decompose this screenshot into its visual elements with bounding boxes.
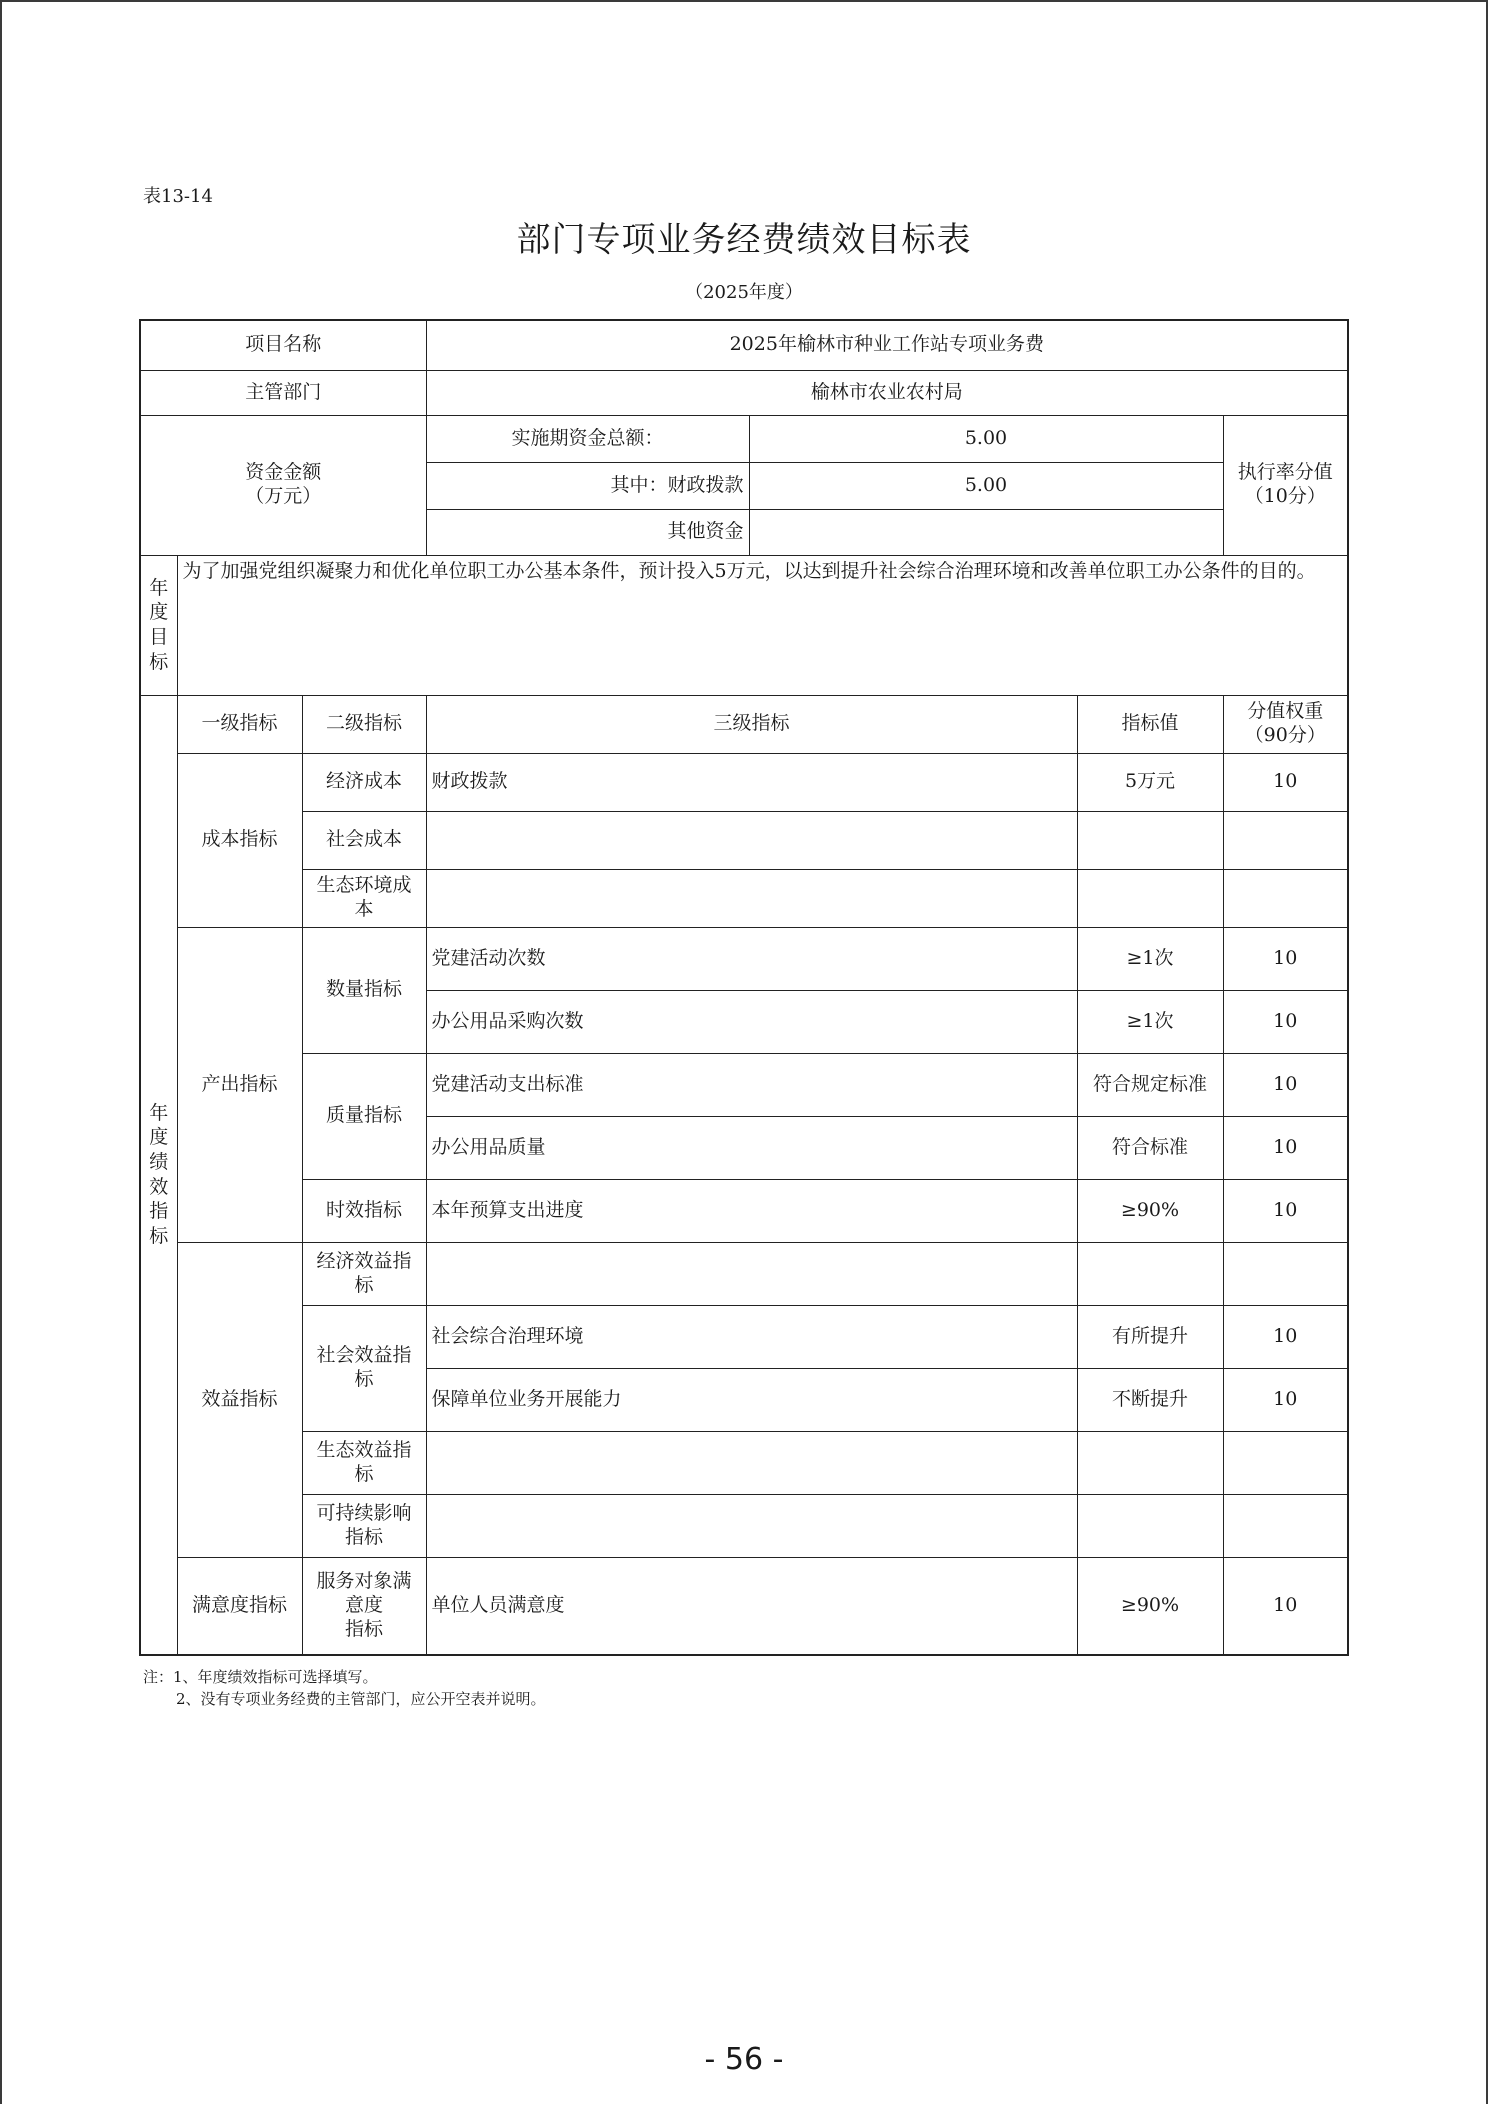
sustainable-impact-label: 可持续影响指标 (302, 1494, 426, 1557)
weight-cell: 10 (1223, 1179, 1348, 1242)
table-row (140, 1557, 1348, 1655)
value-cell: ≥1次 (1077, 990, 1223, 1053)
ecological-benefit-label: 生态效益指标 (302, 1431, 426, 1494)
level3-cell: 社会综合治理环境 (426, 1305, 1077, 1368)
weight-cell: 10 (1223, 1557, 1348, 1655)
weight-cell: 10 (1223, 990, 1348, 1053)
level3-cell (426, 1494, 1077, 1557)
header-level2: 二级指标 (302, 695, 426, 753)
weight-cell: 10 (1223, 753, 1348, 811)
funds-label-line1: 资金金额 (245, 461, 322, 484)
level2-cell: 生态环境成本 (302, 869, 426, 927)
value-cell: 不断提升 (1077, 1368, 1223, 1431)
annual-goal-label-text: 年度目标 (149, 576, 169, 673)
value-cell (1077, 869, 1223, 927)
execution-rate-label (1223, 415, 1348, 555)
funds-total-label: 实施期资金总额： (426, 415, 749, 462)
weight-cell (1223, 1242, 1348, 1305)
page-border-left (0, 0, 2, 2104)
level3-cell (426, 869, 1077, 927)
table-row (140, 1431, 1348, 1494)
level3-cell: 财政拨款 (426, 753, 1077, 811)
table-row (140, 1179, 1348, 1242)
quantity-indicator-label: 数量指标 (302, 927, 426, 1053)
header-weight (1223, 695, 1348, 753)
weight-cell: 10 (1223, 1368, 1348, 1431)
project-name-value: 2025年榆林市种业工作站专项业务费 (426, 320, 1348, 370)
department-row (140, 370, 1348, 415)
funds-label (140, 415, 426, 555)
satisfaction-level2-line1: 服务对象满意度 (316, 1570, 412, 1616)
level3-cell: 办公用品质量 (426, 1116, 1077, 1179)
table-number: 表13-14 (143, 186, 213, 207)
funds-other-value (749, 509, 1223, 555)
value-cell (1077, 1242, 1223, 1305)
weight-cell (1223, 1431, 1348, 1494)
value-cell: ≥90% (1077, 1557, 1223, 1655)
department-value: 榆林市农业农村局 (426, 370, 1348, 415)
execution-rate-line2: （10分） (1244, 485, 1326, 507)
satisfaction-level2-line2: 指标 (344, 1617, 383, 1640)
satisfaction-level2-label (302, 1557, 426, 1655)
annual-goal-text: 为了加强党组织凝聚力和优化单位职工办公基本条件，预计投入5万元，以达到提升社会综合治理环境和改善单位职工办公条件的目的。 (177, 555, 1348, 695)
economic-benefit-label: 经济效益指标 (302, 1242, 426, 1305)
funds-fiscal-label: 其中：财政拨款 (426, 462, 749, 509)
satisfaction-indicator-label: 满意度指标 (177, 1557, 302, 1655)
output-indicator-label: 产出指标 (177, 927, 302, 1242)
social-benefit-label: 社会效益指标 (302, 1305, 426, 1431)
table-row (140, 753, 1348, 811)
weight-cell (1223, 869, 1348, 927)
weight-cell: 10 (1223, 927, 1348, 990)
funds-total-row (140, 415, 1348, 462)
benefit-indicator-label: 效益指标 (177, 1242, 302, 1557)
execution-rate-line1: 执行率分值 (1237, 461, 1333, 484)
value-cell: 5万元 (1077, 753, 1223, 811)
value-cell: 符合标准 (1077, 1116, 1223, 1179)
value-cell: ≥90% (1077, 1179, 1223, 1242)
level2-cell: 经济成本 (302, 753, 426, 811)
project-name-label: 项目名称 (140, 320, 426, 370)
header-value: 指标值 (1077, 695, 1223, 753)
project-name-row (140, 320, 1348, 370)
level3-cell (426, 1431, 1077, 1494)
header-level3: 三级指标 (426, 695, 1077, 753)
cost-indicator-label: 成本指标 (177, 753, 302, 927)
value-cell (1077, 1494, 1223, 1557)
header-level1: 一级指标 (177, 695, 302, 753)
table-row (140, 1242, 1348, 1305)
table-row (140, 1053, 1348, 1116)
page-title: 部门专项业务经费绩效目标表 (516, 220, 972, 260)
table-row (140, 869, 1348, 927)
level3-cell: 保障单位业务开展能力 (426, 1368, 1077, 1431)
level3-cell (426, 811, 1077, 869)
page-border-top (0, 0, 1488, 2)
funds-fiscal-value: 5.00 (749, 462, 1223, 509)
weight-cell (1223, 811, 1348, 869)
level3-cell: 党建活动支出标准 (426, 1053, 1077, 1116)
header-weight-line1: 分值权重 (1247, 700, 1324, 723)
funds-label-line2: （万元） (245, 485, 322, 507)
indicator-header-row (140, 695, 1348, 753)
footnotes (143, 1667, 546, 1711)
funds-total-value: 5.00 (749, 415, 1223, 462)
indicators-side-label (140, 695, 177, 1655)
table-row (140, 1494, 1348, 1557)
level3-cell: 办公用品采购次数 (426, 990, 1077, 1053)
table-row (140, 811, 1348, 869)
level3-cell: 本年预算支出进度 (426, 1179, 1077, 1242)
performance-target-table (139, 319, 1349, 1656)
value-cell: 有所提升 (1077, 1305, 1223, 1368)
header-weight-line2: （90分） (1244, 724, 1326, 746)
time-indicator-label: 时效指标 (302, 1179, 426, 1242)
weight-cell (1223, 1494, 1348, 1557)
level2-cell: 社会成本 (302, 811, 426, 869)
department-label: 主管部门 (140, 370, 426, 415)
level3-cell: 单位人员满意度 (426, 1557, 1077, 1655)
level3-cell: 党建活动次数 (426, 927, 1077, 990)
weight-cell: 10 (1223, 1053, 1348, 1116)
weight-cell: 10 (1223, 1305, 1348, 1368)
quality-indicator-label: 质量指标 (302, 1053, 426, 1179)
level3-cell (426, 1242, 1077, 1305)
table-row (140, 1305, 1348, 1368)
page-subtitle: （2025年度） (685, 282, 803, 303)
footnote-2: 2、没有专项业务经费的主管部门，应公开空表并说明。 (176, 1689, 546, 1708)
value-cell (1077, 1431, 1223, 1494)
page-number: - 56 - (704, 2042, 784, 2077)
value-cell (1077, 811, 1223, 869)
value-cell: 符合规定标准 (1077, 1053, 1223, 1116)
footnote-1: 注：1、年度绩效指标可选择填写。 (143, 1668, 378, 1686)
table-row (140, 927, 1348, 990)
indicators-side-label-text: 年度绩效指标 (149, 1101, 169, 1248)
annual-goal-label (140, 555, 177, 695)
annual-goal-row (140, 555, 1348, 695)
value-cell: ≥1次 (1077, 927, 1223, 990)
weight-cell: 10 (1223, 1116, 1348, 1179)
funds-other-label: 其他资金 (426, 509, 749, 555)
